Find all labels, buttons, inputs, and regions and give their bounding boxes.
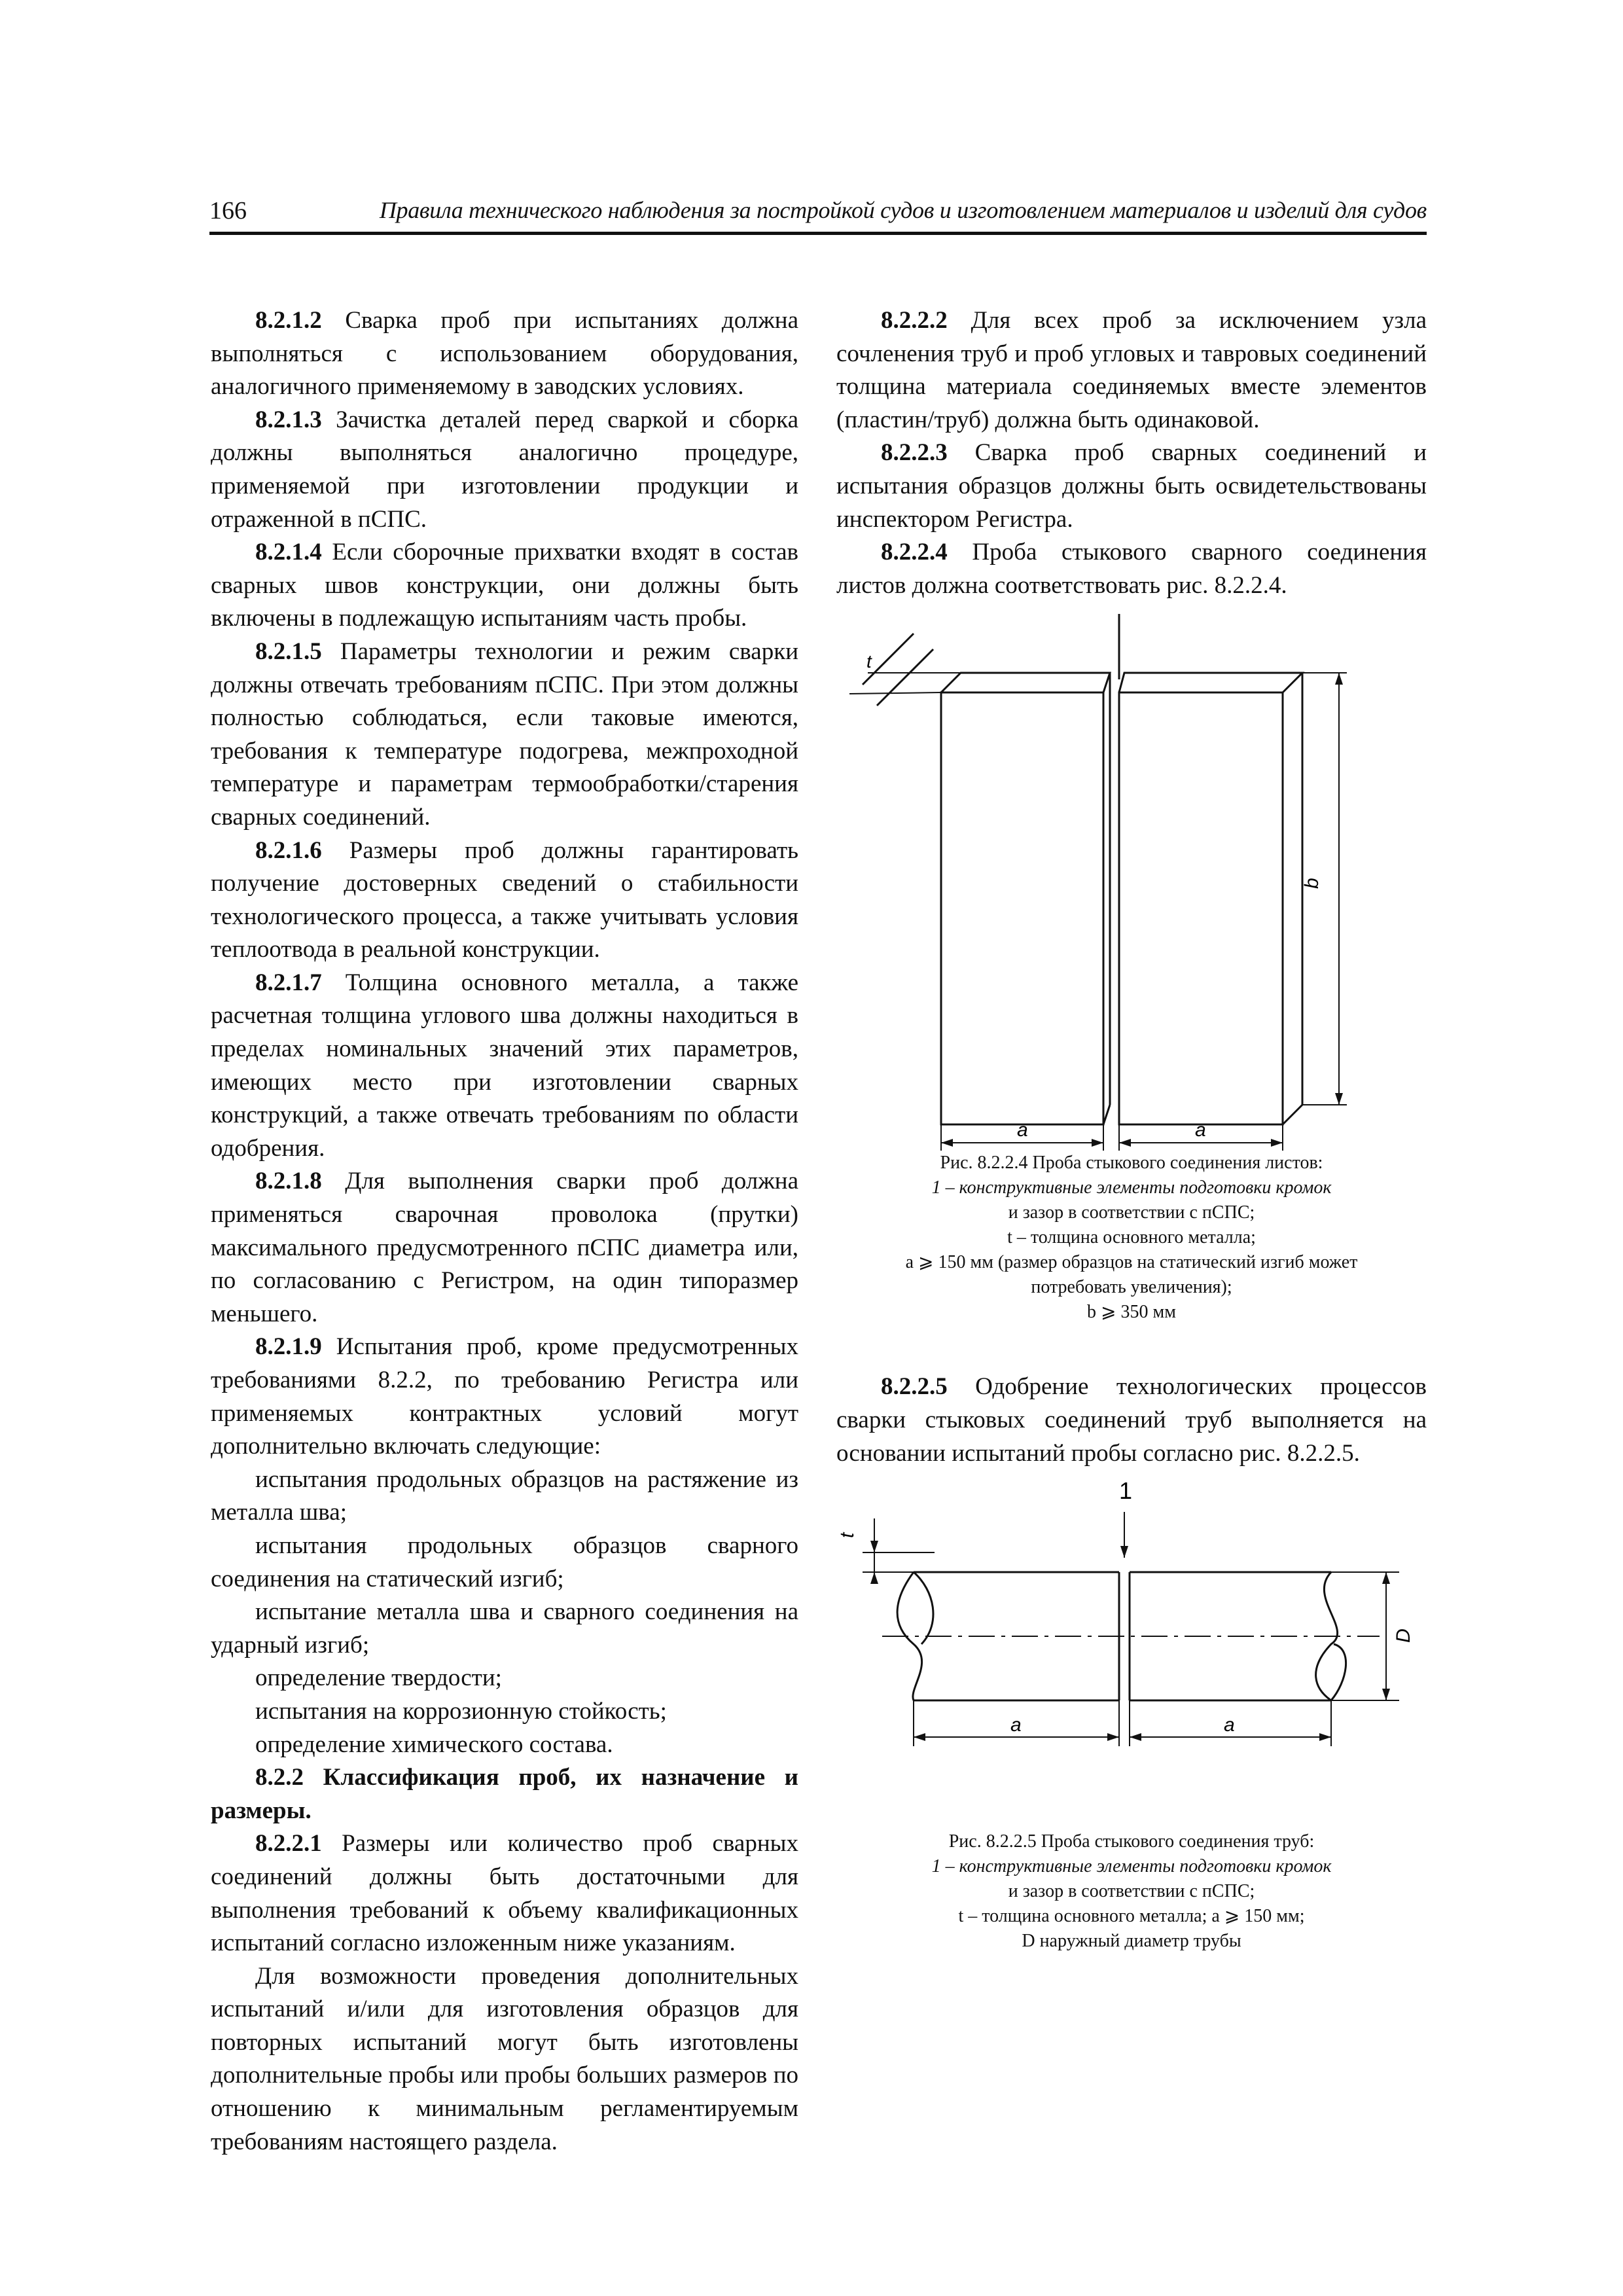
paragraph: 8.2.1.8 Для выполнения сварки проб должна применяться сварочная проволока (прутки) максимального предусмотренного пСПС диаметра или, по согласованию с Регистром, на один типоразмер меньшего. bbox=[211, 1168, 798, 1327]
paragraph: 8.2.2.4 Проба стыкового сварного соединения листов должна соответствовать рис. 8.2.2.4. bbox=[836, 539, 1427, 599]
running-title: Правила технического наблюдения за постройкой судов и изготовлением материалов и изделий для судов bbox=[379, 197, 1427, 223]
label-t: t bbox=[836, 1532, 858, 1539]
left-column bbox=[211, 304, 798, 2159]
figure2-caption: Рис. 8.2.2.5 Проба стыкового соединения труб: 1 – конструктивные элементы подготовки кромок и зазор в соответствии с пСПС; t – толщина основного металла; a ⩾ 150 мм; D наружный диаметр трубы bbox=[931, 1831, 1332, 1951]
list-item: испытание металла шва и сварного соединения на ударный изгиб; bbox=[211, 1598, 798, 1659]
page-number: 166 bbox=[209, 197, 247, 224]
right-column bbox=[836, 304, 1427, 1951]
section-heading: 8.2.2 Классификация проб, их назначение и размеры. bbox=[211, 1764, 798, 1824]
left-plate bbox=[941, 692, 1103, 1124]
figure1-caption: Рис. 8.2.2.4 Проба стыкового соединения листов: 1 – конструктивные элементы подготовки кромок и зазор в соответствии с пСПС; t – толщина основного металла; a ⩾ 150 мм (размер образцов на статический изгиб может потребовать увеличения); b ⩾ 350 мм bbox=[905, 1153, 1358, 1323]
list-item: определение твердости; bbox=[255, 1664, 502, 1692]
paragraph: 8.2.1.4 Если сборочные прихватки входят в состав сварных швов конструкции, они должны быть включены в подлежащую испытаниям часть пробы. bbox=[211, 539, 798, 632]
paragraph: Для возможности проведения дополнительных испытаний и/или для изготовления образцов для повторных испытаний могут быть изготовлены дополнительные пробы или пробы больших размеров по отношению к минимальным регламентируемым требованиям настоящего раздела. bbox=[211, 1962, 798, 2155]
left-plate-top bbox=[941, 673, 1110, 692]
list-item: определение химического состава. bbox=[255, 1731, 613, 1758]
paragraph: 8.2.1.5 Параметры технологии и режим сварки должны отвечать требованиям пСПС. При этом должны полностью соблюдаться, если таковые имеются, требования к температуре подогрева, межпроходной температуре и параметрам термообработки/старения сварных соединений. bbox=[211, 637, 798, 831]
label-a-right: a bbox=[1195, 1119, 1206, 1141]
list-item: испытания продольных образцов на растяжение из металла шва; bbox=[211, 1465, 798, 1526]
paragraph: 8.2.1.2 Сварка проб при испытаниях должна выполняться с использованием оборудования, аналогичного применяемому в заводских условиях. bbox=[211, 307, 798, 401]
label-t: t bbox=[866, 651, 872, 672]
left-paragraphs bbox=[211, 304, 798, 1761]
label-D: D bbox=[1393, 1628, 1414, 1643]
label-one: 1 bbox=[1119, 1477, 1133, 1505]
plate-joint-drawing bbox=[836, 607, 1427, 1151]
paragraph: 8.2.1.7 Толщина основного металла, а также расчетная толщина углового шва должны находиться в пределах номинальных значений этих параметров, имеющих место при изготовлении сварных конструкций, а также отвечать требованиям по области одобрения. bbox=[211, 969, 798, 1162]
paragraph: 8.2.1.9 Испытания проб, кроме предусмотренных требованиями 8.2.2, по требованию Регистра или применяемых контрактных условий могут дополнительно включать следующие: bbox=[211, 1333, 798, 1460]
label-a-left: a bbox=[1010, 1714, 1022, 1736]
paragraph: 8.2.1.3 Зачистка деталей перед сваркой и сборка должны выполняться аналогично процедуре, применяемой при изготовлении продукции и отраженной в пСПС. bbox=[211, 406, 798, 533]
figure-pipe-butt-joint bbox=[836, 1473, 1427, 1951]
paragraph: 8.2.1.6 Размеры проб должны гарантировать получение достоверных сведений о стабильности технологического процесса, а также учитывать условия теплоотвода в реальной конструкции. bbox=[211, 836, 798, 963]
paragraph: 8.2.2.5 Одобрение технологических процессов сварки стыковых соединений труб выполняется на основании испытаний пробы согласно рис. 8.2.2.5. bbox=[836, 1373, 1427, 1467]
page-header bbox=[209, 195, 1427, 235]
paragraph: 8.2.2.1 Размеры или количество проб сварных соединений должны быть достаточными для выполнения требований к объему квалификационных испытаний согласно изложенным ниже указаниям. bbox=[211, 1830, 798, 1957]
label-a-right: a bbox=[1224, 1714, 1235, 1736]
right-plate bbox=[1119, 692, 1283, 1124]
list-item: испытания на коррозионную стойкость; bbox=[255, 1697, 667, 1725]
pipe-joint-drawing bbox=[836, 1473, 1427, 1748]
label-b: b bbox=[1301, 878, 1323, 889]
right-plate-top bbox=[1119, 673, 1302, 692]
label-a-left: a bbox=[1017, 1119, 1028, 1141]
list-item: испытания продольных образцов сварного соединения на статический изгиб; bbox=[211, 1532, 798, 1592]
figure-plate-butt-joint bbox=[836, 607, 1427, 1151]
paragraph: 8.2.2.2 Для всех проб за исключением узла сочленения труб и проб угловых и тавровых соединений толщина материала соединяемых вместе элементов (пластин/труб) должна быть одинаковой. bbox=[836, 307, 1427, 433]
paragraph: 8.2.2.3 Сварка проб сварных соединений и испытания образцов должны быть освидетельствованы инспектором Регистра. bbox=[836, 439, 1427, 533]
